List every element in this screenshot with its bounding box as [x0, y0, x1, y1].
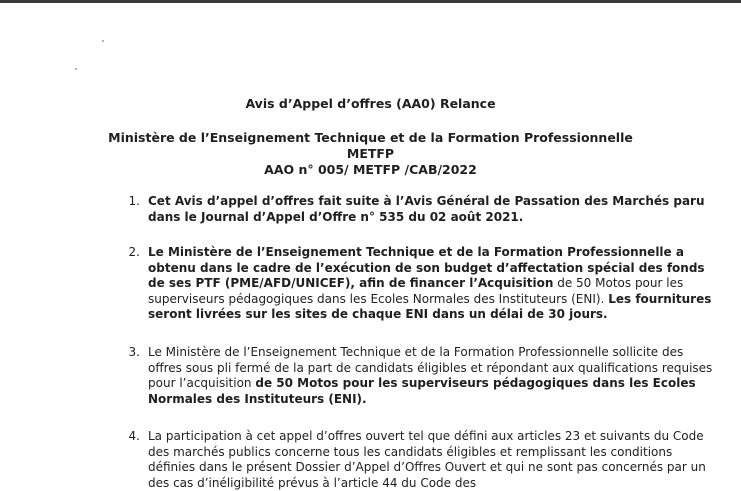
- paragraph-4: [128, 429, 720, 491]
- paragraph-number: 4.: [128, 429, 140, 443]
- scan-speck: [102, 40, 104, 42]
- paragraph-number: 3.: [128, 345, 140, 359]
- paragraph-text: La participation à cet appel d’offres ouvert tel que défini aux articles 23 et suivants du Code des marchés publics concerne tous les candidats éligibles et remplissant les conditions définies dans le présent Dossier d’Appel d’Offres Ouvert et qui ne sont pas concernés par un des cas d’inéligibilité prévus à l’article 44 du Code des: [148, 429, 706, 490]
- scan-speck: [75, 68, 77, 70]
- paragraph-text: Le Ministère de l’Enseignement Technique et de la Formation Professionnelle sollicite des offres sous pli fermé de la part de candidats éligibles et répondant aux qualifications requises pour l’acquisition: [148, 345, 713, 390]
- paragraph-2: [128, 245, 720, 323]
- paragraph-text: de 50 Motos pour les superviseurs pédagogiques dans les Ecoles Normales des Instituteurs (ENI).: [148, 276, 684, 306]
- paragraph-text: Le Ministère de l’Enseignement Technique et de la Formation Professionnelle a obtenu dans le cadre de l’exécution de son budget d’affectation spécial des fonds de ses PTF (PME/AFD/UNICEF), afin de financer l’Acquisition: [148, 245, 705, 290]
- paragraph-3: [128, 345, 720, 407]
- paragraph-text: Cet Avis d’appel d’offres fait suite à l’Avis Général de Passation des Marchés paru dans le Journal d’Appel d’Offre n° 535 du 02 août 2021.: [148, 194, 705, 224]
- paragraph-text: de 50 Motos pour les superviseurs pédagogiques dans les Ecoles Normales des Instituteurs (ENI).: [148, 376, 696, 406]
- paragraph-number: 1.: [128, 194, 140, 208]
- paragraph-number: 2.: [128, 245, 140, 259]
- tender-reference: AAO n° 005/ METFP /CAB/2022: [264, 162, 477, 177]
- ministry-name: Ministère de l’Enseignement Technique et de la Formation Professionnelle: [108, 130, 633, 145]
- paragraph-text: Les fournitures seront livrées sur les sites de chaque ENI dans un délai de 30 jours.: [148, 291, 712, 321]
- paragraph-1: [128, 194, 720, 225]
- notice-title: Avis d’Appel d’offres (AA0) Relance: [245, 96, 496, 111]
- ministry-acronym: METFP: [346, 146, 395, 161]
- top-border: [0, 0, 741, 3]
